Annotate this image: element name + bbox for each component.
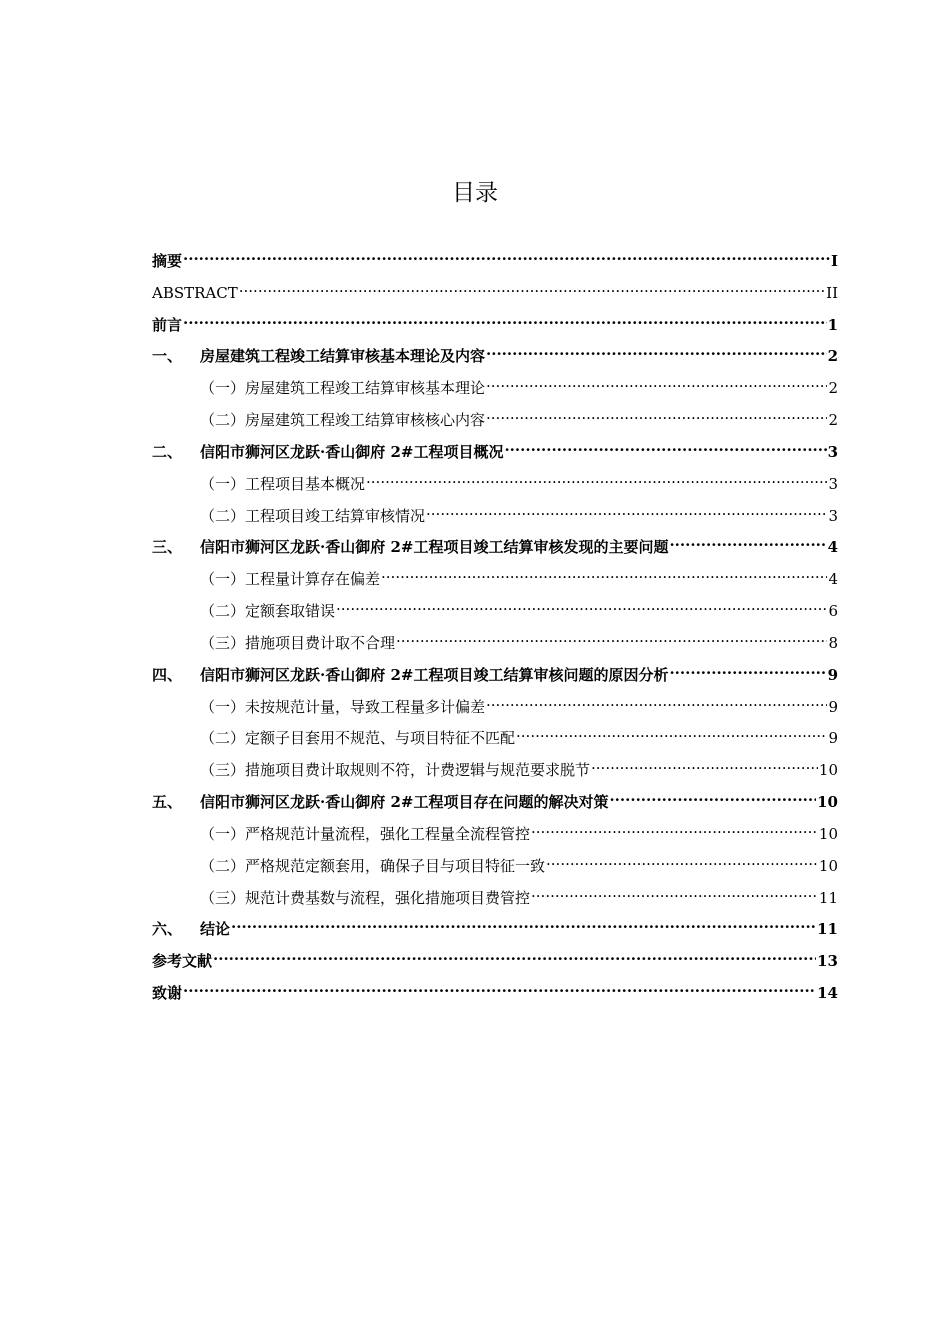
toc-label: （三）措施项目费计取不合理 — [200, 633, 396, 652]
toc-label: 摘要 — [152, 252, 183, 270]
toc-label: 结论 — [200, 920, 231, 939]
toc-entry-section[interactable] — [152, 692, 838, 724]
toc-entry-section[interactable] — [152, 883, 838, 915]
toc-entry-chapter-1[interactable] — [152, 341, 838, 373]
toc-page-number: 8 — [828, 633, 838, 652]
toc-label: （三）措施项目费计取规则不符，计费逻辑与规范要求脱节 — [200, 761, 591, 780]
toc-label: 前言 — [152, 315, 183, 334]
dot-leader — [531, 883, 818, 903]
dot-leader — [183, 978, 816, 998]
toc-entry-section[interactable] — [152, 373, 838, 405]
toc-page-number: 3 — [827, 442, 838, 461]
toc-entry-section[interactable] — [152, 755, 838, 787]
toc-page-number: 11 — [818, 888, 838, 907]
toc-entry-abstract-en[interactable] — [152, 278, 838, 310]
toc-label: ABSTRACT — [152, 283, 238, 302]
toc-entry-chapter-4[interactable] — [152, 660, 838, 692]
dot-leader — [183, 310, 827, 330]
dot-leader — [213, 946, 816, 966]
toc-label: 致谢 — [152, 984, 183, 1003]
toc-entry-references[interactable] — [152, 946, 838, 978]
toc-page-number: 10 — [818, 856, 838, 875]
dot-leader — [366, 469, 827, 489]
toc-page-number: 1 — [827, 315, 838, 334]
toc-page-number: 3 — [828, 474, 838, 493]
toc-page-number: 6 — [828, 602, 838, 621]
dot-leader — [183, 246, 830, 266]
toc-label: （一）房屋建筑工程竣工结算审核基本理论 — [200, 379, 486, 398]
dot-leader — [504, 437, 826, 457]
toc-label: 信阳市狮河区龙跃·香山御府 2#工程项目竣工结算审核问题的原因分析 — [200, 665, 669, 684]
toc-page-number: I — [830, 252, 838, 270]
toc-page-number: II — [826, 283, 838, 302]
toc-label: 信阳市狮河区龙跃·香山御府 2#工程项目竣工结算审核发现的主要问题 — [200, 538, 669, 557]
toc-label: （一）工程量计算存在偏差 — [200, 570, 381, 589]
dot-leader — [381, 564, 827, 584]
toc-label: （三）规范计费基数与流程，强化措施项目费管控 — [200, 888, 531, 907]
toc-entry-section[interactable] — [152, 628, 838, 660]
toc-entry-abstract-cn[interactable] — [152, 246, 838, 278]
toc-entry-section[interactable] — [152, 564, 838, 596]
toc-entry-chapter-3[interactable] — [152, 532, 838, 564]
dot-leader — [546, 851, 818, 871]
toc-page-number: 9 — [828, 729, 838, 748]
toc-page-number: 3 — [828, 506, 838, 525]
toc-label: （二）定额子目套用不规范、与项目特征不匹配 — [200, 729, 516, 748]
dot-leader — [669, 660, 826, 680]
toc-page-number: 14 — [817, 984, 838, 1003]
dot-leader — [336, 596, 827, 616]
toc-page-number: 9 — [828, 697, 838, 716]
toc-page-number: 2 — [828, 411, 838, 430]
toc-page-number: 13 — [817, 952, 838, 971]
dot-leader — [486, 341, 827, 361]
toc-label: （一）严格规范计量流程，强化工程量全流程管控 — [200, 824, 531, 843]
toc-page-number: 9 — [827, 665, 838, 684]
toc-page-number: 10 — [818, 824, 838, 843]
toc-page-number: 10 — [817, 793, 838, 812]
toc-entry-section[interactable] — [152, 819, 838, 851]
toc-entry-section[interactable] — [152, 501, 838, 533]
toc-page-number: 11 — [817, 920, 838, 939]
dot-leader — [516, 723, 827, 743]
toc-chapter-number: 四、 — [152, 665, 183, 684]
dot-leader — [426, 501, 827, 521]
toc-label: （二）工程项目竣工结算审核情况 — [200, 506, 426, 525]
toc-label: 信阳市狮河区龙跃·香山御府 2#工程项目概况 — [200, 442, 504, 461]
toc-label: 房屋建筑工程竣工结算审核基本理论及内容 — [200, 347, 486, 366]
toc-entry-section[interactable] — [152, 723, 838, 755]
toc-label: （二）房屋建筑工程竣工结算审核核心内容 — [200, 411, 486, 430]
toc-entry-preface[interactable] — [152, 310, 838, 342]
dot-leader — [396, 628, 827, 648]
toc-page-number: 2 — [828, 379, 838, 398]
toc-entry-acknowledgements[interactable] — [152, 978, 838, 1010]
dot-leader — [531, 819, 818, 839]
page-title: 目录 — [452, 180, 498, 206]
toc-label: 参考文献 — [152, 952, 213, 971]
dot-leader — [231, 914, 816, 934]
dot-leader — [239, 278, 825, 298]
toc-label: （一）工程项目基本概况 — [200, 474, 366, 493]
dot-leader — [669, 532, 826, 552]
dot-leader — [486, 692, 827, 712]
toc-entry-section[interactable] — [152, 405, 838, 437]
dot-leader — [486, 373, 827, 393]
dot-leader — [591, 755, 818, 775]
dot-leader — [486, 405, 827, 425]
toc-chapter-number: 五、 — [152, 793, 183, 812]
toc-entry-section[interactable] — [152, 469, 838, 501]
dot-leader — [609, 787, 816, 807]
toc-label: （二）严格规范定额套用，确保子目与项目特征一致 — [200, 856, 546, 875]
toc-entry-chapter-2[interactable] — [152, 437, 838, 469]
toc-entry-section[interactable] — [152, 596, 838, 628]
toc-page-number: 2 — [827, 347, 838, 366]
toc-label: （二）定额套取错误 — [200, 602, 336, 621]
toc-chapter-number: 六、 — [152, 920, 183, 939]
toc-page-number: 4 — [827, 538, 838, 557]
toc-chapter-number: 三、 — [152, 538, 183, 557]
toc-label: 信阳市狮河区龙跃·香山御府 2#工程项目存在问题的解决对策 — [200, 793, 609, 812]
toc-page-number: 4 — [828, 570, 838, 589]
table-of-contents — [152, 246, 838, 1010]
toc-entry-chapter-5[interactable] — [152, 787, 838, 819]
toc-chapter-number: 一、 — [152, 347, 183, 366]
toc-entry-chapter-6[interactable] — [152, 914, 838, 946]
toc-label: （一）未按规范计量，导致工程量多计偏差 — [200, 697, 486, 716]
toc-entry-section[interactable] — [152, 851, 838, 883]
toc-page-number: 10 — [818, 761, 838, 780]
toc-chapter-number: 二、 — [152, 442, 183, 461]
